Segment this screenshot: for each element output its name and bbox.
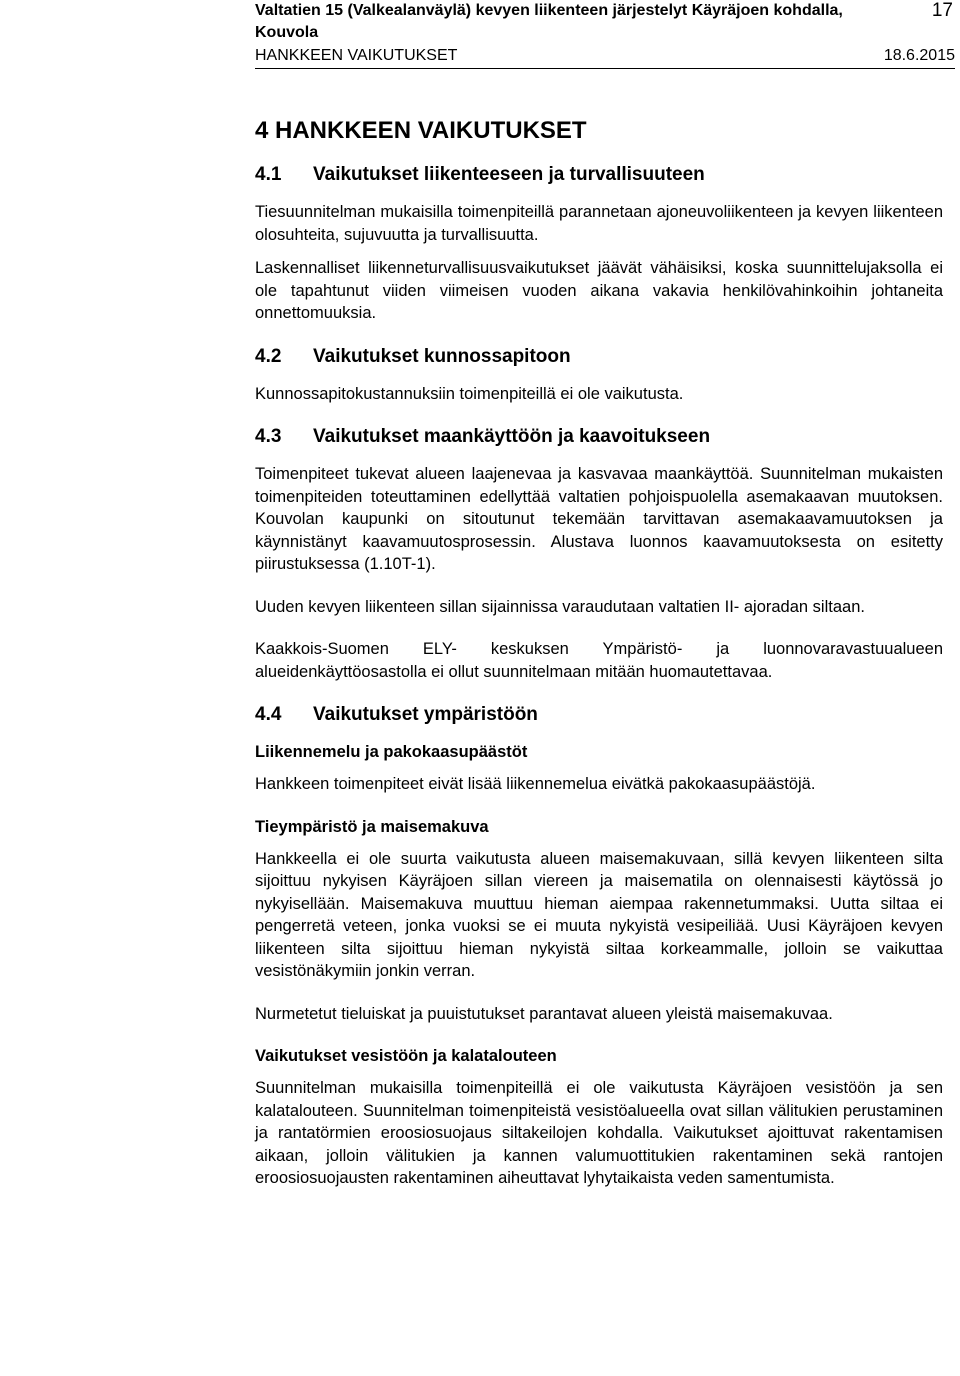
section-heading-4-2 <box>255 345 943 369</box>
section-title: Vaikutukset liikenteeseen ja turvallisuuteen <box>313 164 705 185</box>
document-body <box>255 116 943 1201</box>
chapter-title: 4 HANKKEEN VAIKUTUKSET <box>255 117 587 144</box>
paragraph: Kaakkois-Suomen ELY- keskuksen Ympäristö- ja luonnovaravastuualueen alueidenkäyttöosastolla ei ollut suunnitelmaan mitään huomautettavaa. <box>255 640 943 681</box>
paragraph: Suunnitelman mukaisilla toimenpiteillä ei ole vaikutusta Käyräjoen vesistöön ja sen kalatalouteen. Suunnitelman toimenpiteistä vesistöalueella ovat sillan välitukien perustaminen ja rantatörmien eroosiosuojaus siltakeilojen kohdalla. Vaikutukset ajoittuvat rakentamisen aikaan, jolloin välitukien ja kannen valumuottitukien rakentaminen sekä rantojen eroosiosuojausten rakentaminen aiheuttavat lyhytaikaista veden samentumista. <box>255 1079 943 1187</box>
header-divider <box>255 68 955 69</box>
paragraph: Hankkeen toimenpiteet eivät lisää liikennemelua eivätkä pakokaasupäästöjä. <box>255 775 816 793</box>
section-title: Vaikutukset ympäristöön <box>313 704 538 725</box>
paragraph: Tiesuunnitelman mukaisilla toimenpiteillä parannetaan ajoneuvoliikenteen ja kevyen liikenteen olosuhteita, sujuvuutta ja turvallisuutta. <box>255 203 943 244</box>
subheading-water: Vaikutukset vesistöön ja kalatalouteen <box>255 1047 557 1065</box>
header-subtitle: HANKKEEN VAIKUTUKSET <box>255 47 458 64</box>
section-number: 4.2 <box>255 345 282 367</box>
paragraph: Laskennalliset liikenneturvallisuusvaikutukset jäävät vähäisiksi, koska suunnittelujaksolla ei ole tapahtunut viiden viimeisen vuoden aikana vakavia henkilövahinkoihin johtaneita onnettomuuksia. <box>255 259 943 322</box>
paragraph: Hankkeella ei ole suurta vaikutusta alueen maisemakuvaan, sillä kevyen liikenteen silta sijoittuu nykyisen Käyräjoen sillan viereen ja maisematila on olennaisesti käytössä jo nykyisellään. Maisemakuva muuttuu hieman aiempaa rakennetummaksi. Uutta siltaa ei pengerretä veteen, jonka vuoksi se ei muuta nykyistä vesipeiliää. Uusi Käyräjoen kevyen liikenteen silta sijoittuu hieman nykyistä siltaa korkeammalle, jolloin se vaikuttaa vesistönäkymiin jonkin verran. <box>255 849 943 980</box>
header-subtitle-row <box>255 46 955 66</box>
paragraph: Nurmetetut tieluiskat ja puuistutukset parantavat alueen yleistä maisemakuvaa. <box>255 1004 833 1023</box>
section-number: 4.4 <box>255 704 282 725</box>
header-date: 18.6.2015 <box>883 47 955 64</box>
section-heading-4-3 <box>255 425 943 449</box>
section-heading-4-4 <box>255 703 943 727</box>
subheading-landscape: Tieympäristö ja maisemakuva <box>255 817 489 836</box>
document-title: Valtatien 15 (Valkealanväylä) kevyen liikenteen järjestelyt Käyräjoen kohdalla, Kouvola <box>255 2 843 41</box>
section-title: Vaikutukset maankäyttöön ja kaavoitukseen <box>313 426 711 447</box>
section-number: 4.1 <box>255 164 282 185</box>
section-number: 4.3 <box>255 426 282 447</box>
paragraph: Toimenpiteet tukevat alueen laajenevaa ja kasvavaa maankäyttöä. Suunnitelman mukaisten toimenpiteiden toteuttaminen edellyttää valtatien pohjoispuolella asemakaavan muutoksen. Kouvolan kaupunki on sitoutunut tekemään tarvittavan asemakaavamuutoksen ja käynnistänyt kaavamuutosprosessin. Alustava luonnos kaavamuutoksesta on esitetty piirustuksessa (1.10T-1). <box>255 465 943 573</box>
paragraph: Uuden kevyen liikenteen sillan sijainnissa varaudutaan valtatien II- ajoradan siltaan. <box>255 597 865 616</box>
page-number: 17 <box>931 0 953 21</box>
subheading-noise: Liikennemelu ja pakokaasupäästöt <box>255 743 528 761</box>
section-heading-4-1 <box>255 163 943 187</box>
paragraph: Kunnossapitokustannuksiin toimenpiteillä ei ole vaikutusta. <box>255 384 684 403</box>
section-title: Vaikutukset kunnossapitoon <box>313 345 571 367</box>
